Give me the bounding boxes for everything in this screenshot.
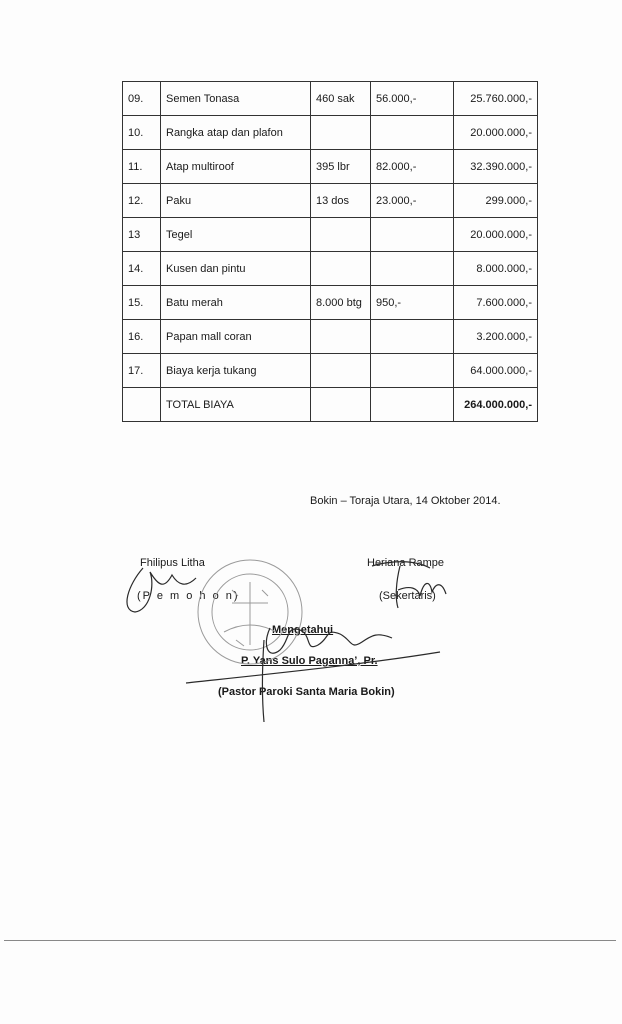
row-item: Rangka atap dan plafon xyxy=(161,116,311,150)
row-unit-price: 23.000,- xyxy=(371,184,454,218)
secretary-role: (Sekertaris) xyxy=(379,590,436,602)
row-quantity: 460 sak xyxy=(311,82,371,116)
row-amount: 299.000,- xyxy=(454,184,538,218)
row-amount: 32.390.000,- xyxy=(454,150,538,184)
row-item: Papan mall coran xyxy=(161,320,311,354)
row-amount: 64.000.000,- xyxy=(454,354,538,388)
row-item: Kusen dan pintu xyxy=(161,252,311,286)
row-item: Semen Tonasa xyxy=(161,82,311,116)
row-number: 15. xyxy=(123,286,161,320)
row-quantity: 8.000 btg xyxy=(311,286,371,320)
parish-stamp xyxy=(198,560,302,664)
place-date: Bokin – Toraja Utara, 14 Oktober 2014. xyxy=(310,495,501,507)
row-number: 12. xyxy=(123,184,161,218)
row-quantity: 13 dos xyxy=(311,184,371,218)
applicant-name: Fhilipus Litha xyxy=(140,557,205,569)
row-number: 14. xyxy=(123,252,161,286)
footer-rule xyxy=(4,940,616,941)
row-amount: 7.600.000,- xyxy=(454,286,538,320)
row-amount: 3.200.000,- xyxy=(454,320,538,354)
pastor-name: P. Yans Sulo Paganna’, Pr. xyxy=(241,655,378,667)
applicant-role: (P e m o h o n) xyxy=(137,590,240,602)
pastor-signature xyxy=(186,628,440,722)
row-unit-price: 56.000,- xyxy=(371,82,454,116)
row-amount: 20.000.000,- xyxy=(454,116,538,150)
row-item: Batu merah xyxy=(161,286,311,320)
total-label: TOTAL BIAYA xyxy=(161,388,311,422)
row-item: Biaya kerja tukang xyxy=(161,354,311,388)
pastor-role: (Pastor Paroki Santa Maria Bokin) xyxy=(218,686,395,698)
row-number: 11. xyxy=(123,150,161,184)
secretary-name: Heriana Rampe xyxy=(367,557,445,569)
row-quantity: 395 lbr xyxy=(311,150,371,184)
row-amount: 8.000.000,- xyxy=(454,252,538,286)
row-number: 16. xyxy=(123,320,161,354)
row-unit-price: 82.000,- xyxy=(371,150,454,184)
row-number: 17. xyxy=(123,354,161,388)
row-item: Atap multiroof xyxy=(161,150,311,184)
acknowledged-label: Mengetahui xyxy=(272,624,334,636)
total-value: 264.000.000,- xyxy=(454,388,538,422)
row-item: Tegel xyxy=(161,218,311,252)
row-unit-price: 950,- xyxy=(371,286,454,320)
row-amount: 25.760.000,- xyxy=(454,82,538,116)
row-number: 09. xyxy=(123,82,161,116)
row-item: Paku xyxy=(161,184,311,218)
secretary-signature xyxy=(372,562,446,608)
applicant-signature xyxy=(127,568,196,612)
row-amount: 20.000.000,- xyxy=(454,218,538,252)
row-number: 13 xyxy=(123,218,161,252)
row-number: 10. xyxy=(123,116,161,150)
